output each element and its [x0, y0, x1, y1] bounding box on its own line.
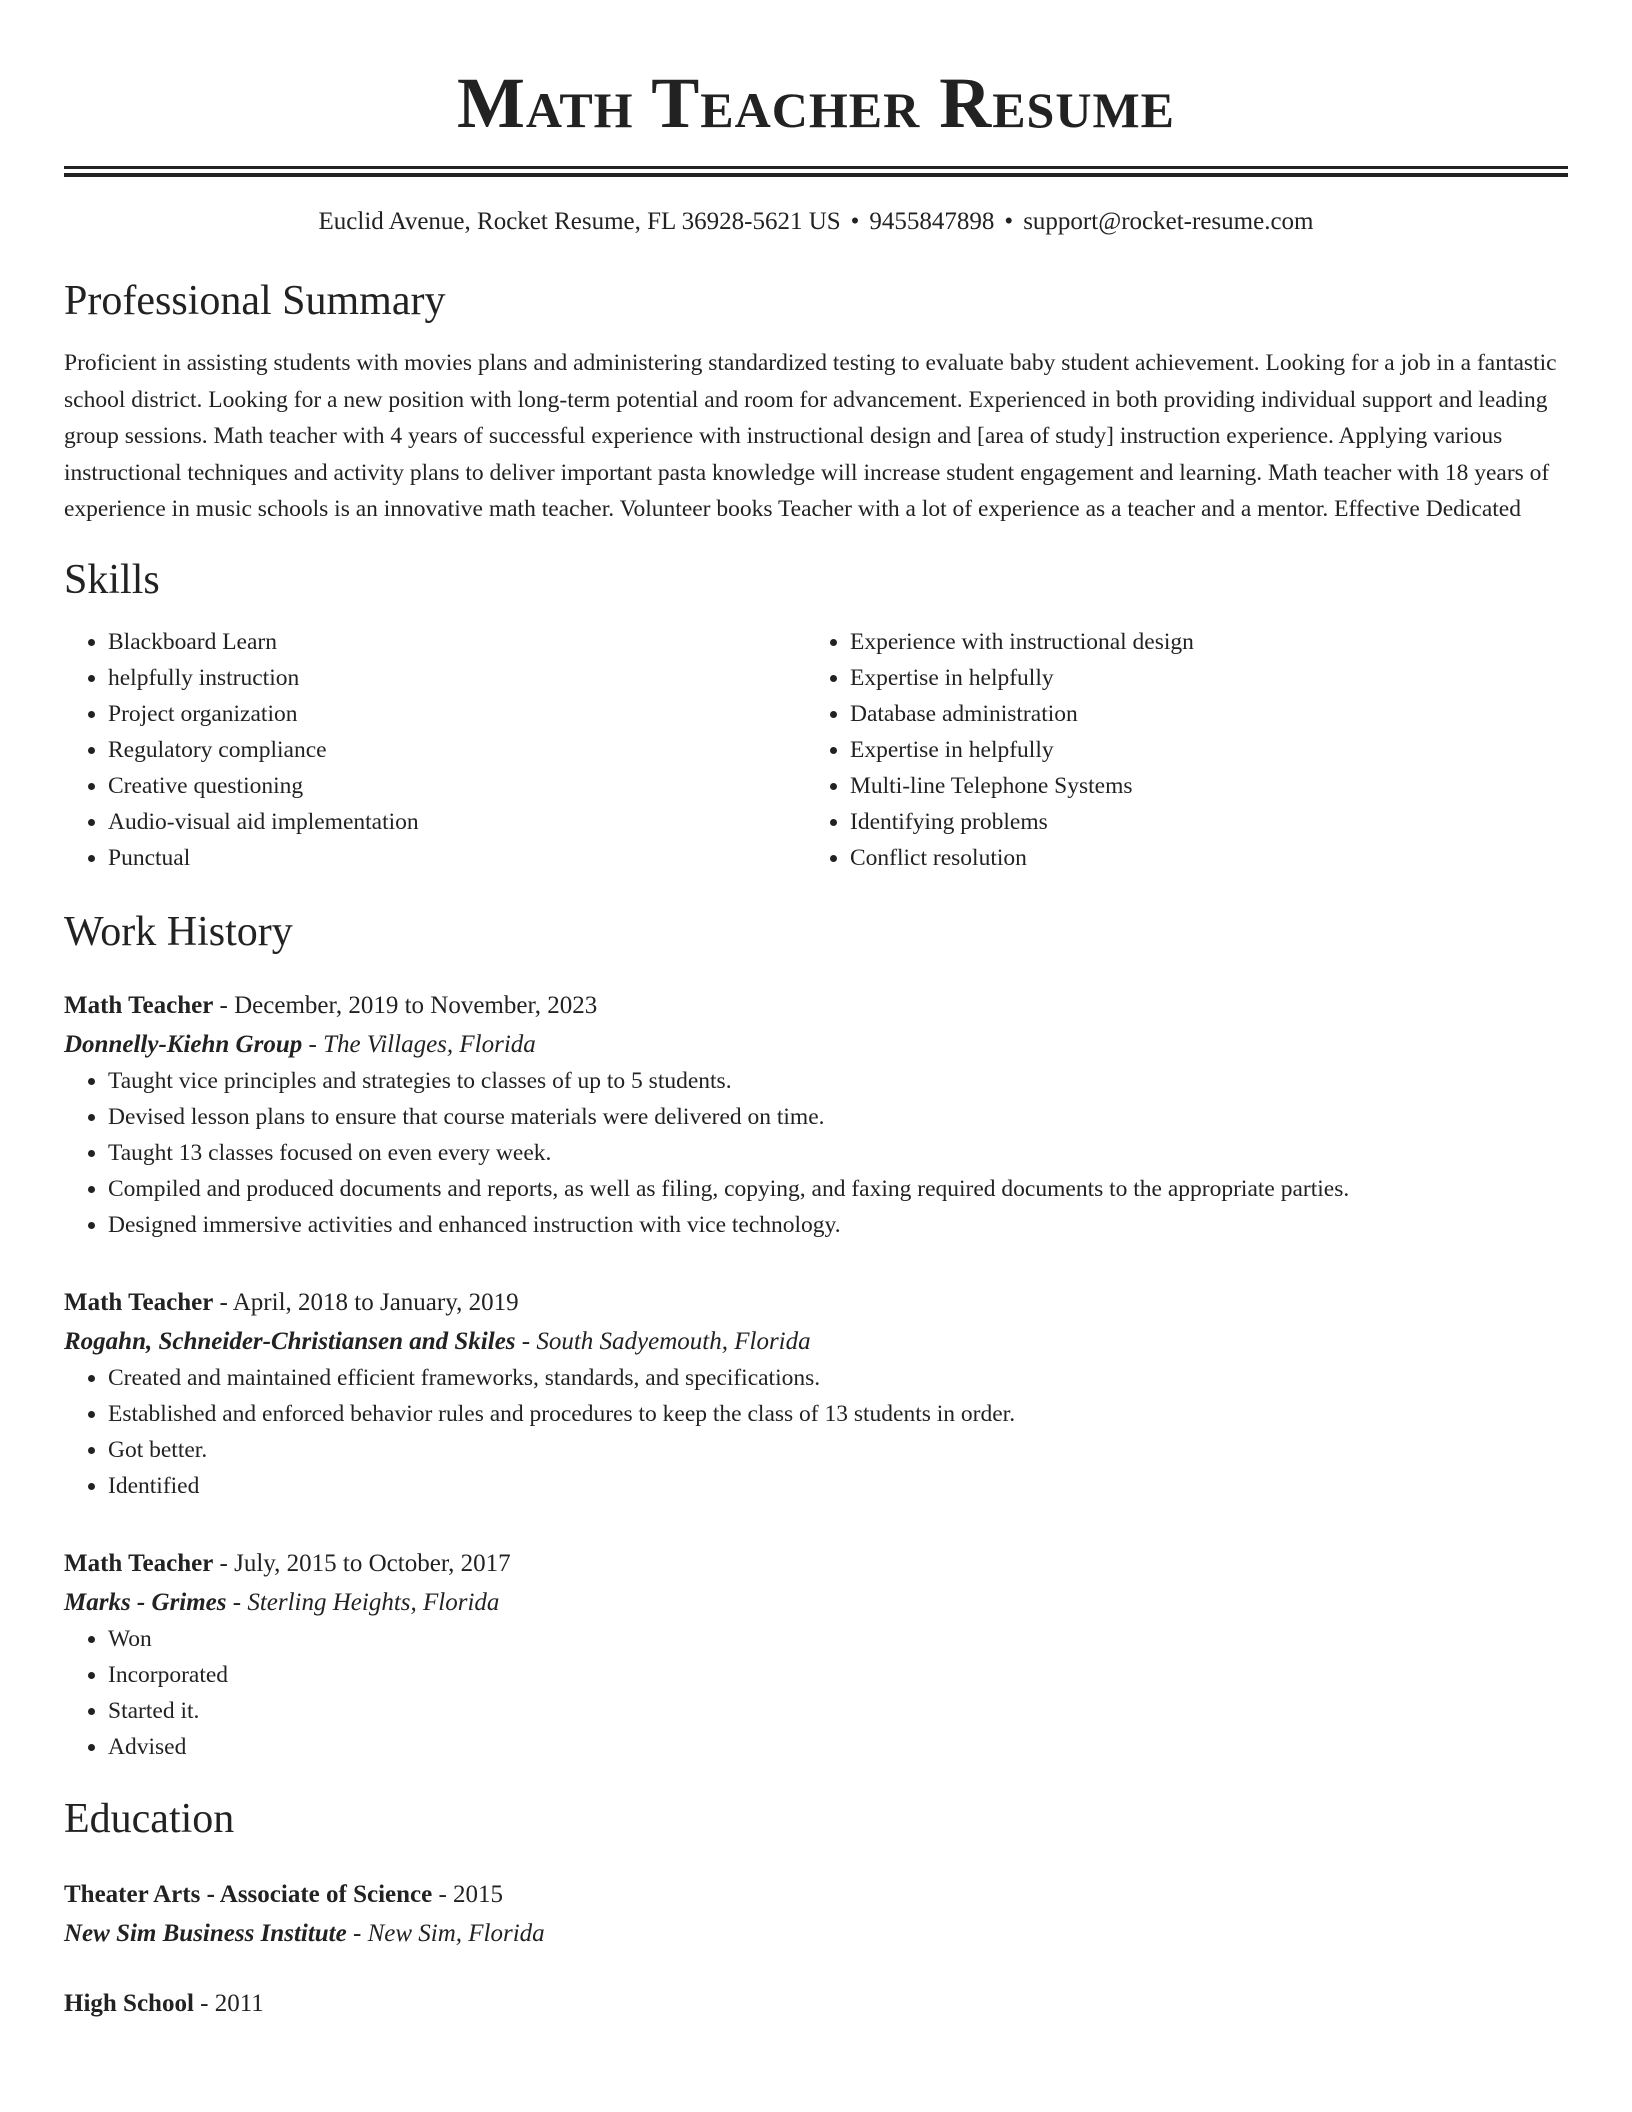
skill-item: • Conflict resolution [850, 840, 1548, 876]
duty-item: • Established and enforced behavior rules and procedures to keep the class of 13 students in order. [108, 1396, 1568, 1432]
duty-item: • Designed immersive activities and enhanced instruction with vice technology. [108, 1207, 1568, 1243]
education-entry [64, 1986, 1568, 2022]
education-heading: Education [64, 1795, 235, 1842]
job-title-line [64, 1285, 1568, 1321]
job-location: South Sadyemouth, Florida [536, 1327, 811, 1355]
duty-item: • Got better. [108, 1432, 1568, 1468]
duty-item: • Advised [108, 1729, 1568, 1765]
skills-column-right [806, 624, 1548, 876]
education-school: New Sim Business Institute [64, 1919, 347, 1947]
skill-item: • Blackboard Learn [108, 624, 806, 660]
job-company-line [64, 1585, 1568, 1621]
dash: - [302, 1030, 324, 1058]
skill-item: • Audio-visual aid implementation [108, 804, 806, 840]
dash: - [432, 1880, 454, 1908]
contact-phone: 9455847898 [869, 208, 995, 235]
duty-item: • Compiled and produced documents and reports, as well as filing, copying, and faxing required documents to the appropriate parties. [108, 1171, 1568, 1207]
job-entry [64, 988, 1568, 1243]
contact-address: Euclid Avenue, Rocket Resume, FL 36928-5621 US [318, 208, 841, 235]
skill-item: • Database administration [850, 696, 1548, 732]
job-duties [64, 1063, 1568, 1243]
education-year: 2015 [453, 1880, 504, 1908]
resume-title: Math Teacher Resume [456, 63, 1176, 143]
duty-item: • Won [108, 1621, 1568, 1657]
skill-item: • Multi-line Telephone Systems [850, 768, 1548, 804]
education-degree-line [64, 1877, 1568, 1913]
education-degree: High School [64, 1989, 194, 2017]
job-entry [64, 1285, 1568, 1504]
title-divider [64, 166, 1568, 177]
education-year: 2011 [214, 1989, 264, 2017]
duty-item: • Taught vice principles and strategies to classes of up to 5 students. [108, 1063, 1568, 1099]
job-location: Sterling Heights, Florida [247, 1588, 500, 1616]
contact-separator: • [850, 208, 860, 235]
skill-item: • Expertise in helpfully [850, 660, 1548, 696]
job-title: Math Teacher [64, 1288, 214, 1316]
contact-email: support@rocket-resume.com [1023, 208, 1314, 235]
skills-heading: Skills [64, 556, 160, 603]
job-title: Math Teacher [64, 991, 214, 1019]
skill-item: • Punctual [108, 840, 806, 876]
job-duties [64, 1621, 1568, 1765]
skill-item: • Creative questioning [108, 768, 806, 804]
skill-item: • Project organization [108, 696, 806, 732]
skill-item: • Experience with instructional design [850, 624, 1548, 660]
job-dates: July, 2015 to October, 2017 [234, 1549, 511, 1577]
dash: - [213, 1549, 235, 1577]
duty-item: • Started it. [108, 1693, 1568, 1729]
duty-item: • Incorporated [108, 1657, 1568, 1693]
skill-item: • Expertise in helpfully [850, 732, 1548, 768]
job-company-line [64, 1027, 1568, 1063]
job-title-line [64, 988, 1568, 1024]
skills-list [64, 624, 1568, 876]
resume-page [64, 0, 1568, 2022]
contact-separator: • [1004, 208, 1014, 235]
job-company: Donnelly-Kiehn Group [64, 1030, 303, 1058]
education-location: New Sim, Florida [367, 1919, 545, 1947]
skill-item: • Regulatory compliance [108, 732, 806, 768]
work-history-heading: Work History [64, 908, 293, 955]
duty-item: • Identified [108, 1468, 1568, 1504]
skill-item: • Identifying problems [850, 804, 1548, 840]
job-company: Rogahn, Schneider-Christiansen and Skiles [64, 1327, 516, 1355]
skills-column-left [64, 624, 806, 876]
dash: - [515, 1327, 537, 1355]
job-title: Math Teacher [64, 1549, 214, 1577]
education-school-line [64, 1916, 1568, 1952]
dash: - [213, 1288, 233, 1316]
job-location: The Villages, Florida [323, 1030, 536, 1058]
job-entry [64, 1546, 1568, 1765]
job-dates: December, 2019 to November, 2023 [234, 991, 598, 1019]
summary-heading: Professional Summary [64, 278, 446, 324]
job-title-line [64, 1546, 1568, 1582]
dash: - [346, 1919, 368, 1947]
duty-item: • Created and maintained efficient frameworks, standards, and specifications. [108, 1360, 1568, 1396]
skill-item: • helpfully instruction [108, 660, 806, 696]
dash: - [213, 991, 235, 1019]
summary-text: Proficient in assisting students with movies plans and administering standardized testing to evaluate baby student achievement. Looking for a job in a fantastic school district. Looking for a new position with long-term potential and room for advancement. Experienced in both providing individual support and leading group sessions. Math teacher with 4 years of successful experience with instructional design and [area of study] instruction experience. Applying various instructional techniques and activity plans to deliver important pasta knowledge will increase student engagement and learning. Math teacher with 18 years of experience in music schools is an innovative math teacher. Volunteer books Teacher with a lot of experience as a teacher and a mentor. Effective Dedicated [64, 350, 1557, 522]
dash: - [226, 1588, 248, 1616]
job-company: Marks - Grimes [64, 1588, 227, 1616]
education-degree: Theater Arts - Associate of Science [64, 1880, 433, 1908]
education-entry [64, 1877, 1568, 1952]
job-company-line [64, 1324, 1568, 1360]
duty-item: • Devised lesson plans to ensure that course materials were delivered on time. [108, 1099, 1568, 1135]
job-dates: April, 2018 to January, 2019 [232, 1288, 519, 1316]
job-duties [64, 1360, 1568, 1504]
duty-item: • Taught 13 classes focused on even every week. [108, 1135, 1568, 1171]
dash: - [193, 1989, 215, 2017]
education-degree-line [64, 1986, 1568, 2022]
contact-line [64, 205, 1568, 239]
